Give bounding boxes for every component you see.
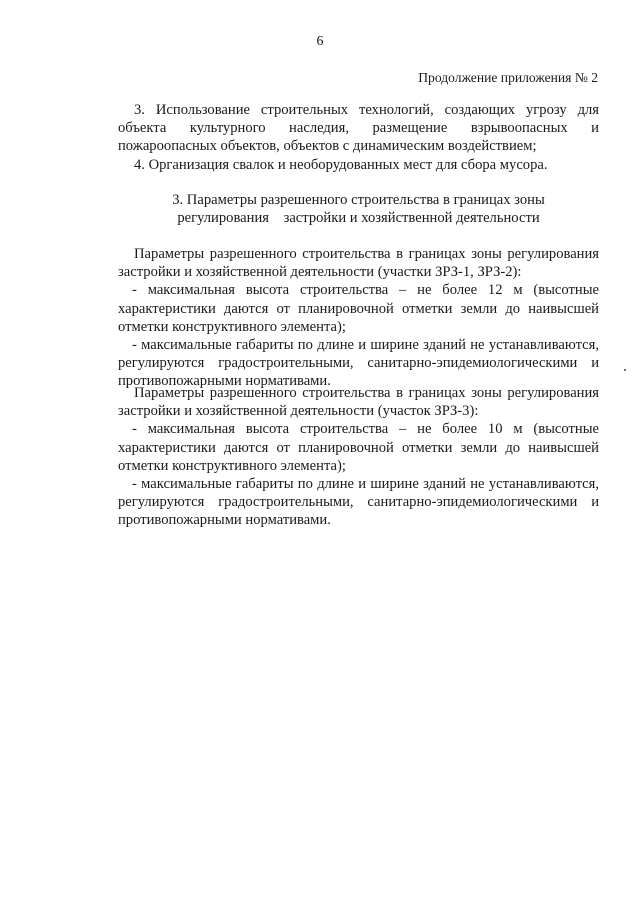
section-heading xyxy=(118,191,599,227)
continuation-label: Продолжение приложения № 2 xyxy=(418,70,598,85)
block1-intro: Параметры разрешенного строительства в границах зоны регулирования застройки и хозяйственной деятельности (участки ЗРЗ-1, ЗРЗ-2): xyxy=(118,246,599,281)
section-heading-line-1: 3. Параметры разрешенного строительства в границах зоны xyxy=(172,192,545,208)
parameters-block-zrz-1-2 xyxy=(118,245,599,391)
list-item-4: 4. Организация свалок и необорудованных мест для сбора мусора. xyxy=(134,156,548,173)
section-heading-line-2: регулирования застройки и хозяйственной деятельности xyxy=(177,210,540,226)
prohibitions-list xyxy=(118,101,599,174)
parameters-block-zrz-3 xyxy=(118,384,599,530)
block2-height: - максимальная высота строительства – не более 10 м (высотные характеристики даются от планировочной отметки земли до наивысшей отметки конструктивного элемента); xyxy=(118,421,599,474)
block1-dimensions: - максимальные габариты по длине и ширине зданий не устанавливаются, регулируются градостроительными, санитарно-эпидемиологическими и противопожарными нормативами. xyxy=(118,337,599,390)
page-number: 6 xyxy=(316,34,324,49)
list-item-3: 3. Использование строительных технологий, создающих угрозу для объекта культурного наследия, размещение взрывоопасных и пожароопасных объектов, объектов с динамическим воздействием; xyxy=(118,102,599,155)
block2-dimensions: - максимальные габариты по длине и ширине зданий не устанавливаются, регулируются градостроительными, санитарно-эпидемиологическими и противопожарными нормативами. xyxy=(118,476,599,529)
block2-intro: Параметры разрешенного строительства в границах зоны регулирования застройки и хозяйственной деятельности (участок ЗРЗ-3): xyxy=(118,385,599,420)
scan-speck xyxy=(624,369,626,371)
block1-height: - максимальная высота строительства – не более 12 м (высотные характеристики даются от планировочной отметки земли до наивысшей отметки конструктивного элемента); xyxy=(118,282,599,335)
